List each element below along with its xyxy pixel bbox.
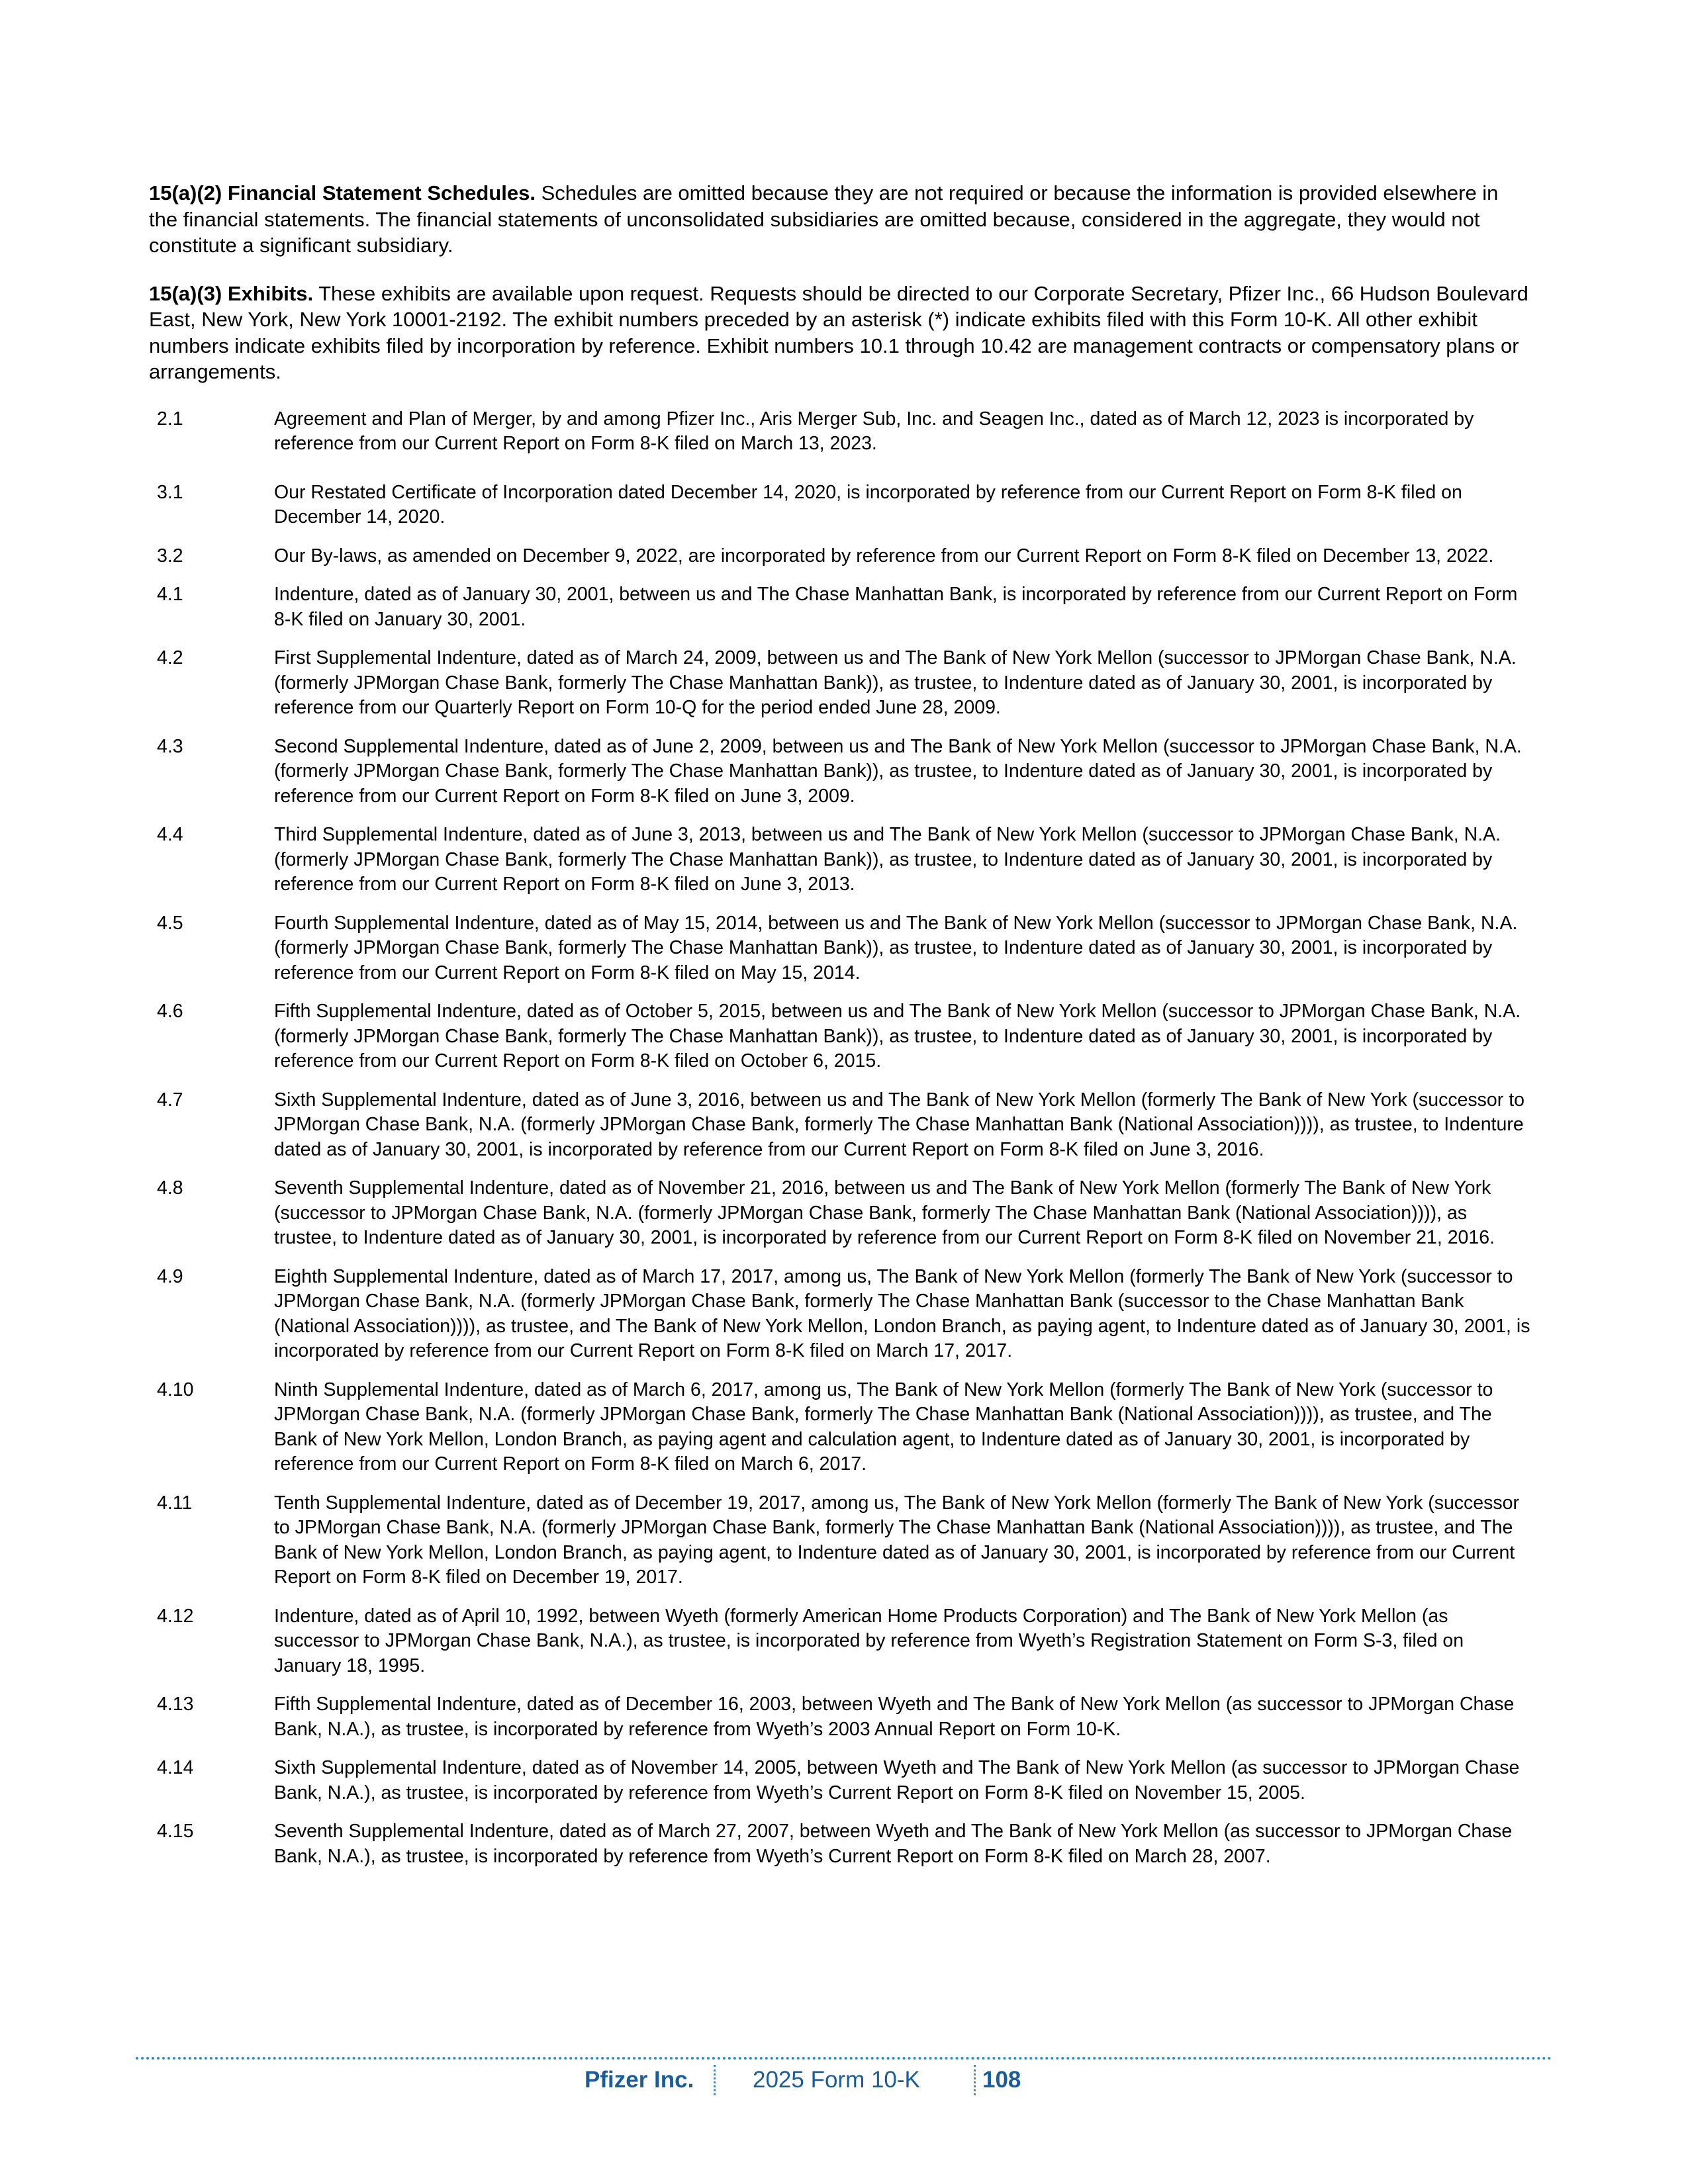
- exhibit-row: [149, 646, 1532, 721]
- exhibit-number: 4.3: [157, 735, 183, 757]
- exhibit-description: Second Supplemental Indenture, dated as of June 2, 2009, between us and The Bank of New York Mellon (successor to JPMorgan Chase Bank, N.A. (formerly JPMorgan Chase Bank, formerly The Chase Manhattan Bank)), as trustee, to Indenture dated as of January 30, 2001, is incorporated by reference from our Current Report on Form 8-K filed on June 3, 2009.: [274, 735, 1522, 807]
- exhibit-row: [149, 1756, 1532, 1805]
- exhibit-row: [149, 1176, 1532, 1251]
- exhibit-description: Seventh Supplemental Indenture, dated as of March 27, 2007, between Wyeth and The Bank of New York Mellon (as successor to JPMorgan Chase Bank, N.A.), as trustee, is incorporated by reference from Wyeth’s Current Report on Form 8-K filed on March 28, 2007.: [274, 1821, 1513, 1867]
- exhibit-description: First Supplemental Indenture, dated as of March 24, 2009, between us and The Bank of New York Mellon (successor to JPMorgan Chase Bank, N.A. (formerly JPMorgan Chase Bank, formerly The Chase Manhattan Bank)), as trustee, to Indenture dated as of January 30, 2001, is incorporated by reference from our Quarterly Report on Form 10-Q for the period ended June 28, 2009.: [274, 647, 1517, 718]
- footer-separator: [974, 2065, 976, 2095]
- exhibit-description: Tenth Supplemental Indenture, dated as of December 19, 2017, among us, The Bank of New York Mellon (formerly The Bank of New York (successor to JPMorgan Chase Bank, N.A. (formerly JPMorgan Chase Bank, formerly The Chase Manhattan Bank (National Association)))), as trustee, and The Bank of New York Mellon, London Branch, as paying agent, to Indenture dated as of January 30, 2001, is incorporated by reference from our Current Report on Form 8-K filed on December 19, 2017.: [274, 1492, 1519, 1588]
- exhibit-description: Fourth Supplemental Indenture, dated as of May 15, 2014, between us and The Bank of New York Mellon (successor to JPMorgan Chase Bank, N.A. (formerly JPMorgan Chase Bank, formerly The Chase Manhattan Bank)), as trustee, to Indenture dated as of January 30, 2001, is incorporated by reference from our Current Report on Form 8-K filed on May 15, 2014.: [274, 912, 1518, 983]
- exhibits-heading: 15(a)(3) Exhibits.: [149, 281, 314, 305]
- exhibit-row: [149, 407, 1532, 457]
- exhibit-row: [149, 1265, 1532, 1364]
- exhibit-number: 4.2: [157, 647, 183, 668]
- exhibit-row: [149, 1088, 1532, 1163]
- exhibit-number: 4.4: [157, 824, 183, 845]
- exhibit-row: [149, 1491, 1532, 1590]
- exhibit-row: [149, 480, 1532, 530]
- exhibit-row: [149, 911, 1532, 986]
- exhibit-description: Ninth Supplemental Indenture, dated as of March 6, 2017, among us, The Bank of New York Mellon (formerly The Bank of New York (successor to JPMorgan Chase Bank, N.A. (formerly JPMorgan Chase Bank, formerly The Chase Manhattan Bank (National Association)))), as trustee, and The Bank of New York Mellon, London Branch, as paying agent and calculation agent, to Indenture dated as of January 30, 2001, is incorporated by reference from our Current Report on Form 8-K filed on March 6, 2017.: [274, 1379, 1493, 1475]
- exhibits-intro-text: These exhibits are available upon request. Requests should be directed to our Corporate Secretary, Pfizer Inc., 66 Hudson Boulevard East, New York, New York 10001-2192. The exhibit numbers preceded by an asterisk (*) indicate exhibits filed with this Form 10-K. All other exhibit numbers indicate exhibits filed by incorporation by reference. Exhibit numbers 10.1 through 10.42 are management contracts or compensatory plans or arrangements.: [149, 281, 1528, 383]
- page-footer: [0, 2064, 1688, 2097]
- exhibit-number: 4.12: [157, 1605, 194, 1627]
- exhibit-description: Our Restated Certificate of Incorporation dated December 14, 2020, is incorporated by reference from our Current Report on Form 8-K filed on December 14, 2020.: [274, 481, 1462, 527]
- exhibit-row: [149, 544, 1532, 569]
- exhibit-description: Fifth Supplemental Indenture, dated as of December 16, 2003, between Wyeth and The Bank of New York Mellon (as successor to JPMorgan Chase Bank, N.A.), as trustee, is incorporated by reference from Wyeth’s 2003 Annual Report on Form 10-K.: [274, 1694, 1515, 1740]
- exhibit-number: 4.6: [157, 1001, 183, 1022]
- footer-form: 2025 Form 10-K: [753, 2067, 920, 2093]
- exhibit-row: [149, 999, 1532, 1074]
- exhibit-description: Indenture, dated as of April 10, 1992, between Wyeth (formerly American Home Products Corporation) and The Bank of New York Mellon (as successor to JPMorgan Chase Bank, N.A.), as trustee, is incorporated by reference from Wyeth’s Registration Statement on Form S-3, filed on January 18, 1995.: [274, 1605, 1464, 1676]
- exhibit-number: 4.15: [157, 1821, 194, 1842]
- document-body: [149, 180, 1532, 1883]
- exhibit-description: Seventh Supplemental Indenture, dated as of November 21, 2016, between us and The Bank of New York Mellon (formerly The Bank of New York (successor to JPMorgan Chase Bank, N.A. (formerly JPMorgan Chase Bank, formerly The Chase Manhattan Bank (National Association)))), as trustee, to Indenture dated as of January 30, 2001, is incorporated by reference from our Current Report on Form 8-K filed on November 21, 2016.: [274, 1177, 1495, 1248]
- schedules-text: Schedules are omitted because they are not required or because the information is provided elsewhere in the financial statements. The financial statements of unconsolidated subsidiaries are omitted because, considered in the aggregate, they would not constitute a significant subsidiary.: [149, 181, 1499, 257]
- exhibit-number: 4.10: [157, 1379, 194, 1400]
- exhibit-number: 4.8: [157, 1177, 183, 1199]
- exhibit-description: Fifth Supplemental Indenture, dated as of October 5, 2015, between us and The Bank of New York Mellon (successor to JPMorgan Chase Bank, N.A. (formerly JPMorgan Chase Bank, formerly The Chase Manhattan Bank)), as trustee, to Indenture dated as of January 30, 2001, is incorporated by reference from our Current Report on Form 8-K filed on October 6, 2015.: [274, 1001, 1521, 1071]
- exhibit-number: 4.13: [157, 1694, 194, 1715]
- exhibit-description: Indenture, dated as of January 30, 2001, between us and The Chase Manhattan Bank, is incorporated by reference from our Current Report on Form 8-K filed on January 30, 2001.: [274, 584, 1518, 630]
- exhibit-number: 4.5: [157, 912, 183, 934]
- exhibit-row: [149, 823, 1532, 897]
- exhibit-description: Sixth Supplemental Indenture, dated as of November 14, 2005, between Wyeth and The Bank of New York Mellon (as successor to JPMorgan Chase Bank, N.A.), as trustee, is incorporated by reference from Wyeth’s Current Report on Form 8-K filed on November 15, 2005.: [274, 1757, 1520, 1803]
- exhibit-row: [149, 735, 1532, 809]
- exhibit-number: 4.14: [157, 1757, 194, 1778]
- exhibit-row: [149, 1819, 1532, 1869]
- footer-page-number: 108: [982, 2067, 1021, 2093]
- exhibit-row: [149, 1692, 1532, 1742]
- exhibit-description: Our By-laws, as amended on December 9, 2022, are incorporated by reference from our Current Report on Form 8-K filed on December 13, 2022.: [274, 545, 1494, 567]
- exhibit-row: [149, 1378, 1532, 1477]
- exhibit-description: Third Supplemental Indenture, dated as of June 3, 2013, between us and The Bank of New York Mellon (successor to JPMorgan Chase Bank, N.A. (formerly JPMorgan Chase Bank, formerly The Chase Manhattan Bank)), as trustee, to Indenture dated as of January 30, 2001, is incorporated by reference from our Current Report on Form 8-K filed on June 3, 2013.: [274, 824, 1501, 895]
- exhibit-list: [149, 407, 1532, 1870]
- exhibit-number: 4.1: [157, 584, 183, 605]
- exhibit-description: Eighth Supplemental Indenture, dated as of March 17, 2017, among us, The Bank of New York Mellon (formerly The Bank of New York (successor to JPMorgan Chase Bank, N.A. (formerly JPMorgan Chase Bank, formerly The Chase Manhattan Bank (successor to the Chase Manhattan Bank (National Association)))), as trustee, and The Bank of New York Mellon, London Branch, as paying agent, to Indenture dated as of January 30, 2001, is incorporated by reference from our Current Report on Form 8-K filed on March 17, 2017.: [274, 1265, 1530, 1361]
- footer-company: Pfizer Inc.: [585, 2067, 694, 2093]
- footer-rule: [136, 2057, 1552, 2060]
- exhibit-description: Sixth Supplemental Indenture, dated as of June 3, 2016, between us and The Bank of New York Mellon (formerly The Bank of New York (successor to JPMorgan Chase Bank, N.A. (formerly JPMorgan Chase Bank, formerly The Chase Manhattan Bank (National Association)))), as trustee, to Indenture dated as of January 30, 2001, is incorporated by reference from our Current Report on Form 8-K filed on June 3, 2016.: [274, 1089, 1524, 1160]
- exhibit-row: [149, 1604, 1532, 1679]
- schedules-paragraph: [149, 180, 1532, 259]
- schedules-heading: 15(a)(2) Financial Statement Schedules.: [149, 181, 536, 205]
- exhibit-number: 3.2: [157, 545, 183, 567]
- footer-separator: [714, 2065, 716, 2095]
- exhibit-row: [149, 582, 1532, 632]
- exhibit-number: 4.9: [157, 1265, 183, 1287]
- exhibit-number: 4.7: [157, 1089, 183, 1111]
- exhibit-number: 2.1: [157, 408, 183, 430]
- exhibit-number: 4.11: [157, 1492, 193, 1514]
- exhibit-description: Agreement and Plan of Merger, by and among Pfizer Inc., Aris Merger Sub, Inc. and Seagen Inc., dated as of March 12, 2023 is incorporated by reference from our Current Report on Form 8-K filed on March 13, 2023.: [274, 408, 1474, 454]
- exhibits-intro-paragraph: [149, 281, 1532, 385]
- exhibit-number: 3.1: [157, 481, 183, 503]
